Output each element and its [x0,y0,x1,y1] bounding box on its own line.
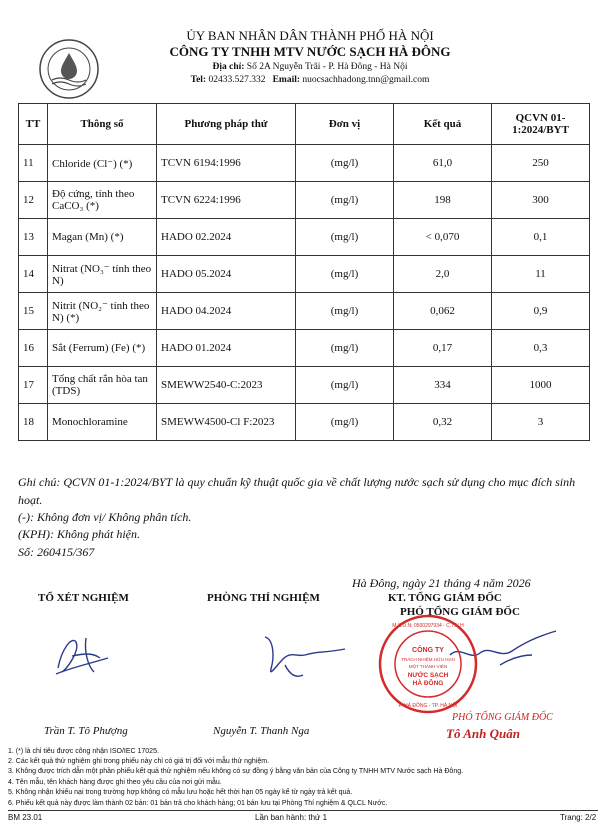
parameter-cell: Magan (Mn) (*) [48,219,157,256]
address-value: Số 2A Nguyễn Trãi - P. Hà Đông - Hà Nội [246,62,408,72]
tester-title: TỔ XÉT NGHIỆM [38,592,129,604]
row-number: 14 [19,256,48,293]
tester-name: Trần T. Tô Phượng [44,725,128,737]
parameter-cell: Độ cứng, tính theo CaCO₃ (*) [48,182,157,219]
footnote-2: 2. Các kết quả thử nghiệm ghi trong phiếu này chỉ có giá trị đối với mẫu thử nghiệm. [8,758,270,765]
result-cell: < 0,070 [394,219,492,256]
tel-label: Tel: [190,75,207,85]
footnote-4: 4. Tên mẫu, tên khách hàng được ghi theo yêu cầu của nơi gửi mẫu. [8,779,222,786]
address-line [100,62,520,72]
note-standard: Ghi chú: QCVN 01-1:2024/BYT là quy chuẩn kỹ thuật quốc gia về chất lượng nước sạch sử dụng cho mục đích sinh hoạt. [18,475,576,507]
issue-date: Hà Đông, ngày 21 tháng 4 năm 2026 [352,576,531,590]
table-row [19,182,590,219]
note-dash: (-): Không đơn vị/ Không phân tích. [18,510,192,524]
method-cell: HADO 04.2024 [157,293,296,330]
method-cell: HADO 01.2024 [157,330,296,367]
row-number: 18 [19,404,48,441]
table-row [19,219,590,256]
table-row [19,256,590,293]
footer-divider [8,810,598,811]
table-row [19,330,590,367]
page-number: Trang: 2/2 [560,813,597,822]
deputy-title: PHÓ TỔNG GIÁM ĐỐC [400,606,520,618]
col-standard: QCVN 01-1:2024/BYT [492,104,590,145]
lab-title: PHÒNG THÍ NGHIỆM [207,592,320,604]
parameter-cell: Chloride (Cl⁻) (*) [48,145,157,182]
table-row [19,293,590,330]
table-header-row [19,104,590,145]
result-cell: 334 [394,367,492,404]
row-number: 16 [19,330,48,367]
row-number: 15 [19,293,48,330]
unit-cell: (mg/l) [296,367,394,404]
col-method: Phương pháp thử [157,104,296,145]
svg-text:M.S.D.N: 0500297934 - C.T.N.H: M.S.D.N: 0500297934 - C.T.N.H [392,623,464,629]
authority-line: ỦY BAN NHÂN DÂN THÀNH PHỐ HÀ NỘI [186,28,434,43]
limit-cell: 300 [492,182,590,219]
email-value: nuocsachhadong.tnn@gmail.com [302,75,430,85]
table-row [19,404,590,441]
lab-name: Nguyễn T. Thanh Nga [213,725,310,737]
svg-text:MỘT THÀNH VIÊN: MỘT THÀNH VIÊN [408,664,448,669]
deputy-name: Tô Anh Quân [446,726,520,741]
unit-cell: (mg/l) [296,219,394,256]
parameter-cell: Nitrat (NO₃⁻ tính theo N) [48,256,157,293]
footnote-1: 1. (*) là chỉ tiêu được công nhận ISO/IEC 17025. [8,748,159,755]
table-row [19,145,590,182]
method-cell: TCVN 6194:1996 [157,145,296,182]
col-result: Kết quả [394,104,492,145]
parameter-cell: Nitrit (NO₂⁻ tính theo N) (*) [48,293,157,330]
svg-text:HÀ ĐÔNG: HÀ ĐÔNG [412,680,444,687]
tel-value: 02433.527.332 [208,75,266,85]
unit-cell: (mg/l) [296,182,394,219]
table-row [19,367,590,404]
method-cell: SMEWW2540-C:2023 [157,367,296,404]
unit-cell: (mg/l) [296,404,394,441]
svg-text:P. HÀ ĐÔNG - TP. HÀ NỘI: P. HÀ ĐÔNG - TP. HÀ NỘI [398,703,458,709]
limit-cell: 0,1 [492,219,590,256]
company-logo [38,38,100,100]
footnote-3: 3. Không được trích dẫn một phần phiếu kết quả thử nghiệm nếu không có sự đồng ý bằng văn bản của Công ty TNHH MTV Nước sạch Hà Đông. [8,768,464,775]
footnote-5: 5. Không nhận khiếu nại trong trường hợp không có mẫu lưu hoặc hết thời hạn 05 ngày kể từ ngày trả kết quả. [8,789,353,796]
svg-text:CÔNG TY: CÔNG TY [412,647,444,654]
results-table [18,103,590,441]
form-code: BM 23.01 [8,813,43,822]
svg-text:TRÁCH NHIỆM HỮU HẠN: TRÁCH NHIỆM HỮU HẠN [401,657,455,662]
limit-cell: 250 [492,145,590,182]
email-label: Email: [272,75,301,85]
result-cell: 0,062 [394,293,492,330]
unit-cell: (mg/l) [296,330,394,367]
unit-cell: (mg/l) [296,293,394,330]
director-title: KT. TỔNG GIÁM ĐỐC [388,592,502,604]
row-number: 17 [19,367,48,404]
result-cell: 61,0 [394,145,492,182]
result-cell: 198 [394,182,492,219]
tester-signature [48,628,118,678]
limit-cell: 1000 [492,367,590,404]
method-cell: SMEWW4500-Cl F:2023 [157,404,296,441]
method-cell: HADO 05.2024 [157,256,296,293]
col-tt: TT [19,104,48,145]
deputy-caption: PHÓ TỔNG GIÁM ĐỐC [452,712,553,723]
address-label: Địa chỉ: [212,62,245,72]
unit-cell: (mg/l) [296,145,394,182]
contact-line [100,75,520,85]
parameter-cell: Monochloramine [48,404,157,441]
result-cell: 0,17 [394,330,492,367]
issue-number: Lần ban hành: thứ 1 [255,813,328,822]
company-stamp [376,612,481,717]
row-number: 13 [19,219,48,256]
unit-cell: (mg/l) [296,256,394,293]
limit-cell: 11 [492,256,590,293]
footnote-6: 6. Phiếu kết quả này được làm thành 02 bản: 01 bản trả cho khách hàng; 01 bản lưu tại Phòng Thí nghiệm & QLCL Nước. [8,800,388,807]
limit-cell: 3 [492,404,590,441]
row-number: 11 [19,145,48,182]
row-number: 12 [19,182,48,219]
result-cell: 2,0 [394,256,492,293]
col-unit: Đơn vị [296,104,394,145]
report-number: Số: 260415/367 [18,545,95,559]
note-kph: (KPH): Không phát hiện. [18,527,140,541]
svg-text:NƯỚC SẠCH: NƯỚC SẠCH [407,672,449,679]
limit-cell: 0,9 [492,293,590,330]
method-cell: TCVN 6224:1996 [157,182,296,219]
col-parameter: Thông số [48,104,157,145]
lab-signature [255,625,365,685]
parameter-cell: Tổng chất rắn hòa tan (TDS) [48,367,157,404]
company-name: CÔNG TY TNHH MTV NƯỚC SẠCH HÀ ĐÔNG [169,44,451,59]
method-cell: HADO 02.2024 [157,219,296,256]
result-cell: 0,32 [394,404,492,441]
limit-cell: 0,3 [492,330,590,367]
parameter-cell: Sắt (Ferrum) (Fe) (*) [48,330,157,367]
